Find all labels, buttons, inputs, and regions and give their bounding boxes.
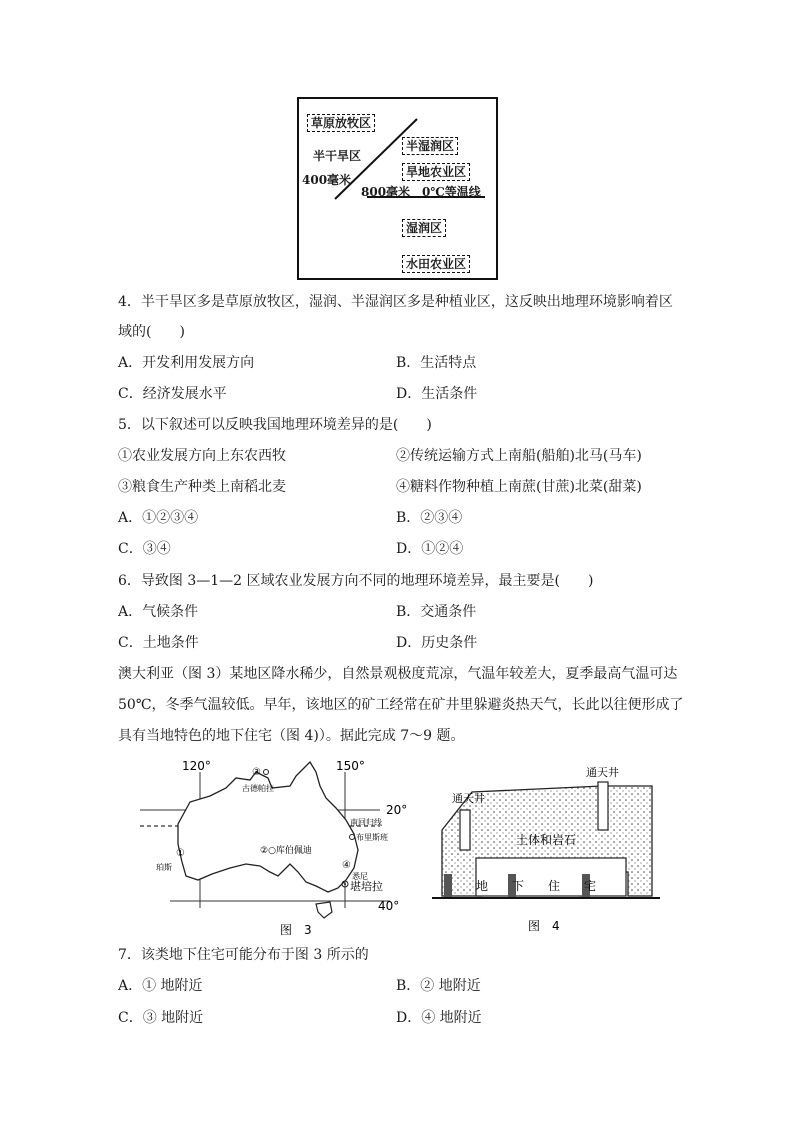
- q5-option-b: B．②③④: [396, 510, 463, 526]
- shaft-left: [460, 810, 470, 850]
- q4-option-a: A．开发利用发展方向: [118, 355, 255, 371]
- rock-label: 土体和岩石: [516, 833, 577, 847]
- shaft-right: [598, 782, 608, 830]
- lat40-label: 40°: [378, 899, 400, 913]
- marker-3: ③: [252, 767, 261, 778]
- zone-diagram: [297, 97, 498, 280]
- australia-map: [140, 758, 410, 938]
- tropic-label: 南回归线: [350, 818, 382, 827]
- q7-option-c: C．③ 地附近: [118, 1010, 204, 1026]
- shaft2-label: 通天井: [586, 766, 619, 779]
- house-label: 地 下 住 宅: [476, 879, 597, 893]
- marker-1: ①: [176, 848, 185, 859]
- q6-option-c: C．土地条件: [118, 635, 199, 651]
- semi-arid-label: 半干旱区: [313, 149, 362, 163]
- shaft1-label: 通天井: [452, 792, 485, 805]
- tasmania-outline: [316, 902, 332, 918]
- dry-farm-label: 旱地农业区: [402, 163, 470, 181]
- q7-stem: 7．该类地下住宅可能分布于图 3 所示的: [118, 947, 369, 963]
- passage-line-2: 50℃，冬季气温较低。早年，该地区的矿工经常在矿井里躲避炎热天气，长此以往便形成了: [118, 697, 684, 713]
- lon150-label: 150°: [336, 759, 365, 773]
- q4-stem-2: 域的( ): [118, 324, 185, 340]
- q4-stem-1: 4．半干旱区多是草原放牧区，湿润、半湿润区多是种植业区，这反映出地理环境影响着区: [118, 294, 673, 310]
- australia-outline: [178, 762, 358, 892]
- humid-label: 湿润区: [402, 219, 446, 237]
- q6-option-d: D．历史条件: [396, 635, 478, 651]
- marker-3-dot: [264, 770, 269, 775]
- q5-option-c: C．③④: [118, 541, 171, 557]
- q5-statement-3: ③粮食生产种类上南稻北麦: [118, 479, 286, 495]
- isoline-label: 800毫米 0℃等温线: [361, 185, 481, 199]
- passage-line-1: 澳大利亚（图 3）某地区降水稀少，自然景观极度荒凉，气温年较差大，夏季最高气温可达: [118, 666, 678, 682]
- pillar-1: [444, 874, 452, 898]
- q6-option-b: B．交通条件: [396, 604, 477, 620]
- grassland-label: 草原放牧区: [307, 114, 375, 132]
- figure3-caption: 图 3: [280, 923, 312, 937]
- underground-house-diagram: [432, 762, 662, 937]
- passage-line-3: 具有当地特色的地下住宅（图 4)）。据此完成 7～9 题。: [118, 728, 465, 744]
- semi-humid-label: 半湿润区: [402, 137, 458, 155]
- q5-statement-4: ④糖料作物种植上南蔗(甘蔗)北菜(甜菜): [396, 479, 642, 495]
- sydney-label: 悉尼: [352, 872, 368, 881]
- q6-stem: 6．导致图 3—1—2 区域农业发展方向不同的地理环境差异，最主要是( ): [118, 573, 594, 589]
- q5-statement-1: ①农业发展方向上东农西牧: [118, 448, 286, 464]
- q4-option-c: C．经济发展水平: [118, 386, 227, 402]
- q5-statement-2: ②传统运输方式上南船(船舶)北马(马车): [396, 448, 642, 464]
- paddy-label: 水田农业区: [402, 255, 470, 273]
- q5-stem: 5．以下叙述可以反映我国地理环境差异的是( ): [118, 417, 432, 433]
- q6-option-a: A．气候条件: [118, 604, 199, 620]
- q7-option-d: D．④ 地附近: [396, 1010, 482, 1026]
- q4-option-b: B．生活特点: [396, 355, 477, 371]
- canberra-center: [344, 883, 346, 885]
- figure4-caption: 图 4: [528, 919, 560, 933]
- canberra-label: 堪培拉: [350, 880, 383, 893]
- coober-pedy-label: ②○库伯佩迪: [260, 846, 312, 856]
- q7-option-b: B．② 地附近: [396, 978, 481, 994]
- lat20-label: 20°: [386, 803, 408, 817]
- marker-4: ④: [342, 860, 351, 871]
- q4-option-d: D．生活条件: [396, 386, 478, 402]
- brisbane-label: 布里斯班: [356, 833, 388, 842]
- goodparla-label: 古德帕拉: [242, 784, 274, 793]
- q5-option-d: D．①②④: [396, 541, 464, 557]
- q5-option-a: A．①②③④: [118, 510, 199, 526]
- mm400-label: 400毫米: [302, 173, 352, 187]
- lon120-label: 120°: [182, 759, 211, 773]
- perth-label: 珀斯: [156, 863, 172, 872]
- q7-option-a: A．① 地附近: [118, 978, 203, 994]
